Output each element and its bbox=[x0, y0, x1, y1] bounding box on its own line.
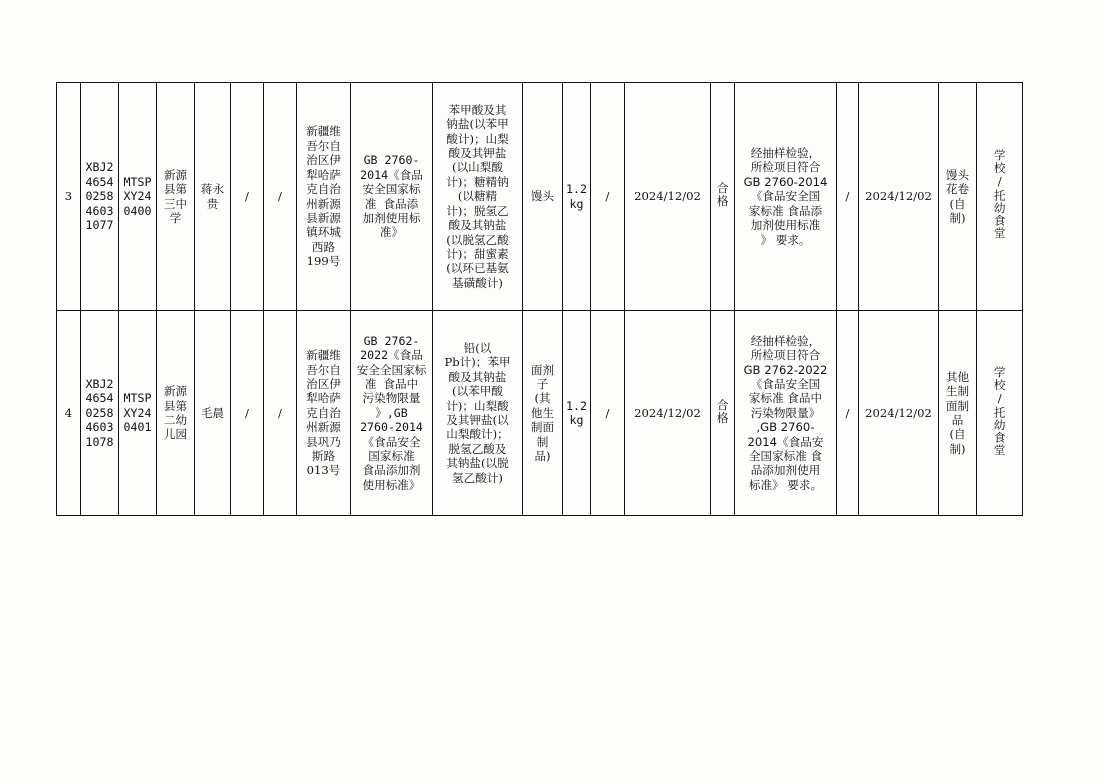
seq-cell: 4 bbox=[57, 311, 81, 516]
items-text: 铅(以 Pb计)；苯甲 酸及其钠盐 (以苯甲酸 计)；山梨酸 及其钾盐(以 山梨酸计)； 脱氢乙酸及 其钠盐(以脱 氢乙酸计) bbox=[444, 340, 511, 485]
unit-text: 新源 县第 二幼 儿园 bbox=[163, 384, 188, 442]
date2-cell: 2024/12/02 bbox=[859, 311, 939, 516]
inspection-results-table bbox=[56, 82, 1023, 516]
category-cell bbox=[939, 311, 977, 516]
standard-cell bbox=[351, 311, 433, 516]
sample-name-cell bbox=[523, 83, 563, 311]
task-no-cell bbox=[119, 311, 157, 516]
col13-cell: / bbox=[591, 83, 625, 311]
col6-cell: / bbox=[231, 311, 264, 516]
date-cell: 2024/12/02 bbox=[625, 83, 711, 311]
items-cell bbox=[433, 311, 523, 516]
standard-text: GB 2760- 2014《食品 安全国家标 准 食品添 加剂使用标 准》 bbox=[360, 153, 423, 240]
qty-cell bbox=[563, 311, 591, 516]
result-text: 合格 bbox=[715, 398, 730, 424]
task-no-text: MTSP XY24 0401 bbox=[123, 391, 152, 435]
person-cell bbox=[195, 311, 231, 516]
result-text: 合格 bbox=[715, 182, 730, 208]
conclusion-cell bbox=[735, 311, 837, 516]
unit-cell bbox=[157, 311, 195, 516]
place-cell bbox=[977, 83, 1023, 311]
sample-name-text: 面剂 子 (其 他生 制面 制 品) bbox=[530, 362, 555, 464]
place-cell bbox=[977, 311, 1023, 516]
address-cell bbox=[297, 311, 351, 516]
sample-name-cell bbox=[523, 311, 563, 516]
person-cell bbox=[195, 83, 231, 311]
address-cell bbox=[297, 83, 351, 311]
result-cell bbox=[711, 83, 735, 311]
category-cell bbox=[939, 83, 977, 311]
task-no-cell bbox=[119, 83, 157, 311]
table-row bbox=[57, 83, 1023, 311]
col7-cell: / bbox=[264, 83, 297, 311]
col13-cell: / bbox=[591, 311, 625, 516]
person-text: 蒋永 贵 bbox=[200, 182, 225, 211]
standard-cell bbox=[351, 83, 433, 311]
address-text: 新疆维 吾尔自 治区伊 犁哈萨 克自治 州新源 县巩乃 斯路 013号 bbox=[306, 348, 341, 478]
address-text: 新疆维 吾尔自 治区伊 犁哈萨 克自治 州新源 县新源 镇环城 西路 199号 bbox=[306, 124, 341, 269]
seq-cell: 3 bbox=[57, 83, 81, 311]
table-row bbox=[57, 311, 1023, 516]
unit-cell bbox=[157, 83, 195, 311]
conclusion-text: 经抽样检验， 所检项目符合 GB 2760-2014 《食品安全国 家标准 食品添 加剂使用标准 》 要求。 bbox=[743, 146, 828, 247]
sample-no-text: XBJ2 4654 0258 4603 1077 bbox=[85, 160, 114, 233]
date-cell: 2024/12/02 bbox=[625, 311, 711, 516]
category-text: 其他 生制 面制 品 (自 制) bbox=[945, 369, 970, 456]
date2-cell: 2024/12/02 bbox=[859, 83, 939, 311]
col6-cell: / bbox=[231, 83, 264, 311]
col16-cell: / bbox=[837, 83, 859, 311]
qty-cell bbox=[563, 83, 591, 311]
sample-no-cell bbox=[81, 83, 119, 311]
category-text: 馒头 花卷 (自 制) bbox=[945, 167, 970, 225]
sample-no-text: XBJ2 4654 0258 4603 1078 bbox=[85, 376, 114, 449]
sample-no-cell bbox=[81, 311, 119, 516]
sample-name-text: 馒头 bbox=[530, 189, 555, 204]
qty-text: 1.2 kg bbox=[566, 398, 587, 427]
person-text: 毛晨 bbox=[200, 405, 225, 420]
place-text: 学校/托幼食堂 bbox=[992, 365, 1007, 457]
items-cell bbox=[433, 83, 523, 311]
col16-cell: / bbox=[837, 311, 859, 516]
conclusion-text: 经抽样检验， 所检项目符合 GB 2762-2022 《食品安全国 家标准 食品中 污染物限量》 ,GB 2760- 2014《食品安 全国家标准 食 品添加剂使用 标准》 要求。 bbox=[743, 333, 828, 492]
task-no-text: MTSP XY24 0400 bbox=[123, 174, 152, 218]
standard-text: GB 2762- 2022《食品 安全全国家标 准 食品中 污染物限量 》,GB 2760-2014 《食品安全 国家标准 食品添加剂 使用标准》 bbox=[356, 333, 427, 492]
qty-text: 1.2 kg bbox=[566, 182, 587, 211]
items-text: 苯甲酸及其 钠盐(以苯甲 酸计)；山梨 酸及其钾盐 (以山梨酸 计)；糖精钠 (以糖精 计)；脱氢乙 酸及其钠盐 (以脱氢乙酸 计)；甜蜜素 (以环已基氨 基磺酸计) bbox=[446, 102, 509, 290]
result-cell bbox=[711, 311, 735, 516]
unit-text: 新源 县第 三中 学 bbox=[163, 167, 188, 225]
place-text: 学校/托幼食堂 bbox=[992, 149, 1007, 241]
col7-cell: / bbox=[264, 311, 297, 516]
conclusion-cell bbox=[735, 83, 837, 311]
